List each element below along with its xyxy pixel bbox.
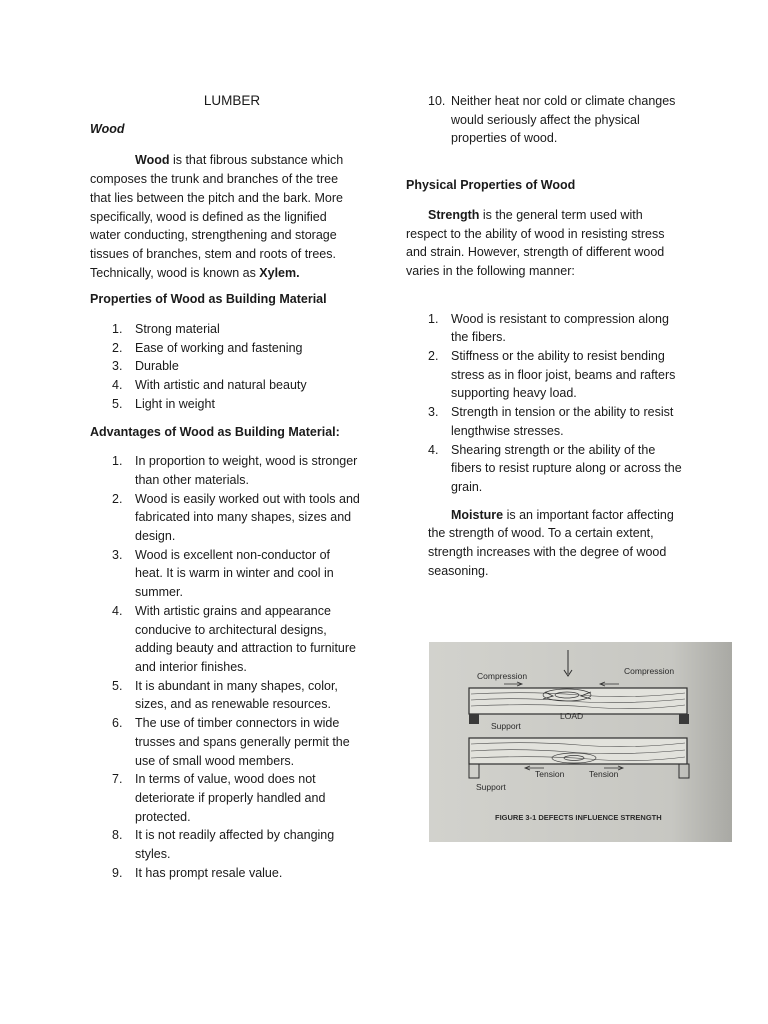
advantages-heading: Advantages of Wood as Building Material: xyxy=(90,424,340,439)
list-item-number: 10. xyxy=(428,94,446,108)
list-item: 4. With artistic grains and appearance conducive to architectural designs, adding beauty and attraction to furniture and interior finishes. xyxy=(112,603,356,674)
list-item: 1. In proportion to weight, wood is stronger than other materials. xyxy=(112,454,358,487)
list-item xyxy=(406,92,684,148)
list-item-text: It has prompt resale value. xyxy=(135,865,283,880)
list-item: 8. It is not readily affected by changing styles. xyxy=(112,828,335,862)
list-item-text: Wood is excellent non-conductor of heat. It is warm in winter and cool in summer. xyxy=(135,547,334,600)
strength-text: is the general term used with respect to the ability of wood in resisting stress and strain. However, strength of different wood varies in the following manner: xyxy=(406,207,665,278)
list-item: 4. With artistic and natural beauty xyxy=(112,378,307,393)
left-support-block xyxy=(469,714,479,724)
list-item: 4. Shearing strength or the ability of the fibers to resist rupture along or across the grain. xyxy=(428,442,682,494)
right-column xyxy=(406,92,684,580)
list-item: 2. Ease of working and fastening xyxy=(112,340,303,355)
list-item: 1. Wood is resistant to compression along the fibers. xyxy=(428,311,669,345)
intro-paragraph xyxy=(90,151,360,282)
list-item-text: Stiffness or the ability to resist bending stress as in floor joist, beams and rafters supporting heavy load. xyxy=(451,349,676,401)
subheading-wood: Wood xyxy=(90,121,125,136)
right-support-block xyxy=(679,714,689,724)
label-support-bottom: Support xyxy=(476,782,506,792)
strength-bold-term: Strength xyxy=(428,207,480,222)
label-compression-right: Compression xyxy=(624,666,675,676)
list-item-text: Wood is resistant to compression along the fibers. xyxy=(451,311,669,345)
label-tension-right: Tension xyxy=(589,769,619,779)
properties-heading: Properties of Wood as Building Material xyxy=(90,292,327,307)
strength-paragraph xyxy=(406,206,684,281)
list-item-text: Neither heat nor cold or climate changes would seriously affect the physical properties of wood. xyxy=(451,94,676,146)
intro-text: is that fibrous substance which composes the trunk and branches of the tree that lies between the pitch and the bark. More specifically, wood is defined as the lignified water conducting, strengthening and storage tissues of branches, stem and roots of trees. Technically, wood is known as xyxy=(90,153,344,280)
list-item-text: Strength in tension or the ability to resist lengthwise stresses. xyxy=(451,405,674,438)
page-title: LUMBER xyxy=(203,93,261,108)
list-item-text: Durable xyxy=(135,359,179,374)
physical-properties-heading: Physical Properties of Wood xyxy=(406,178,576,193)
list-item-text: With artistic grains and appearance conducive to architectural designs, adding beauty and attraction to furniture and interior finishes. xyxy=(135,603,356,674)
properties-list xyxy=(90,320,360,414)
list-item: 9. It has prompt resale value. xyxy=(112,865,283,880)
advantages-list-continued xyxy=(406,92,684,148)
list-item: 2. Wood is easily worked out with tools and fabricated into many shapes, sizes and design. xyxy=(112,491,360,544)
list-item: 5. Light in weight xyxy=(112,396,215,411)
list-item-text: Shearing strength or the ability of the fibers to resist rupture along or across the grain. xyxy=(451,442,682,494)
list-item-text: Wood is easily worked out with tools and fabricated into many shapes, sizes and design. xyxy=(135,491,360,544)
label-load: LOAD xyxy=(560,711,584,721)
list-item-text: Ease of working and fastening xyxy=(135,340,303,355)
list-item: 5. It is abundant in many shapes, color, sizes, and as renewable resources. xyxy=(112,678,338,712)
figure-defects-influence-strength xyxy=(429,642,732,842)
list-item: 1. Strong material xyxy=(112,322,220,337)
intro-end-bold: Xylem. xyxy=(259,265,300,280)
list-item: 3. Durable xyxy=(112,359,179,374)
figure-caption: FIGURE 3-1 DEFECTS INFLUENCE STRENGTH xyxy=(495,813,662,822)
list-item-text: With artistic and natural beauty xyxy=(135,378,307,393)
label-tension-left: Tension xyxy=(535,769,565,779)
list-item: 6. The use of timber connectors in wide trusses and spans generally permit the use of small wood members. xyxy=(112,716,350,768)
list-item: 7. In terms of value, wood does not deteriorate if properly handled and protected. xyxy=(112,772,326,824)
moisture-text: is an important factor affecting the strength of wood. To a certain extent, strength increases with the degree of wood seasoning. xyxy=(428,507,674,578)
moisture-paragraph xyxy=(428,506,684,581)
advantages-list xyxy=(90,452,360,882)
list-item: 3. Strength in tension or the ability to resist lengthwise stresses. xyxy=(428,405,674,438)
list-item-text: In terms of value, wood does not deteriorate if properly handled and protected. xyxy=(135,772,326,824)
beam-diagram xyxy=(429,642,732,842)
moisture-bold-term: Moisture xyxy=(451,507,504,522)
intro-bold-term: Wood xyxy=(135,153,170,168)
strength-list xyxy=(406,310,684,497)
list-item-text: Strong material xyxy=(135,322,220,337)
list-item: 2. Stiffness or the ability to resist bending stress as in floor joist, beams and rafters supporting heavy load. xyxy=(428,349,676,401)
label-support-top: Support xyxy=(491,721,521,731)
list-item: 3. Wood is excellent non-conductor of heat. It is warm in winter and cool in summer. xyxy=(112,547,334,600)
list-item-text: The use of timber connectors in wide trusses and spans generally permit the use of small wood members. xyxy=(135,716,350,768)
left-column xyxy=(90,92,360,882)
label-compression-left: Compression xyxy=(477,671,528,681)
list-item-text: In proportion to weight, wood is stronger than other materials. xyxy=(135,454,358,487)
list-item-text: It is abundant in many shapes, color, sizes, and as renewable resources. xyxy=(135,678,338,712)
list-item-text: Light in weight xyxy=(135,396,215,411)
list-item-text: It is not readily affected by changing styles. xyxy=(135,828,335,862)
